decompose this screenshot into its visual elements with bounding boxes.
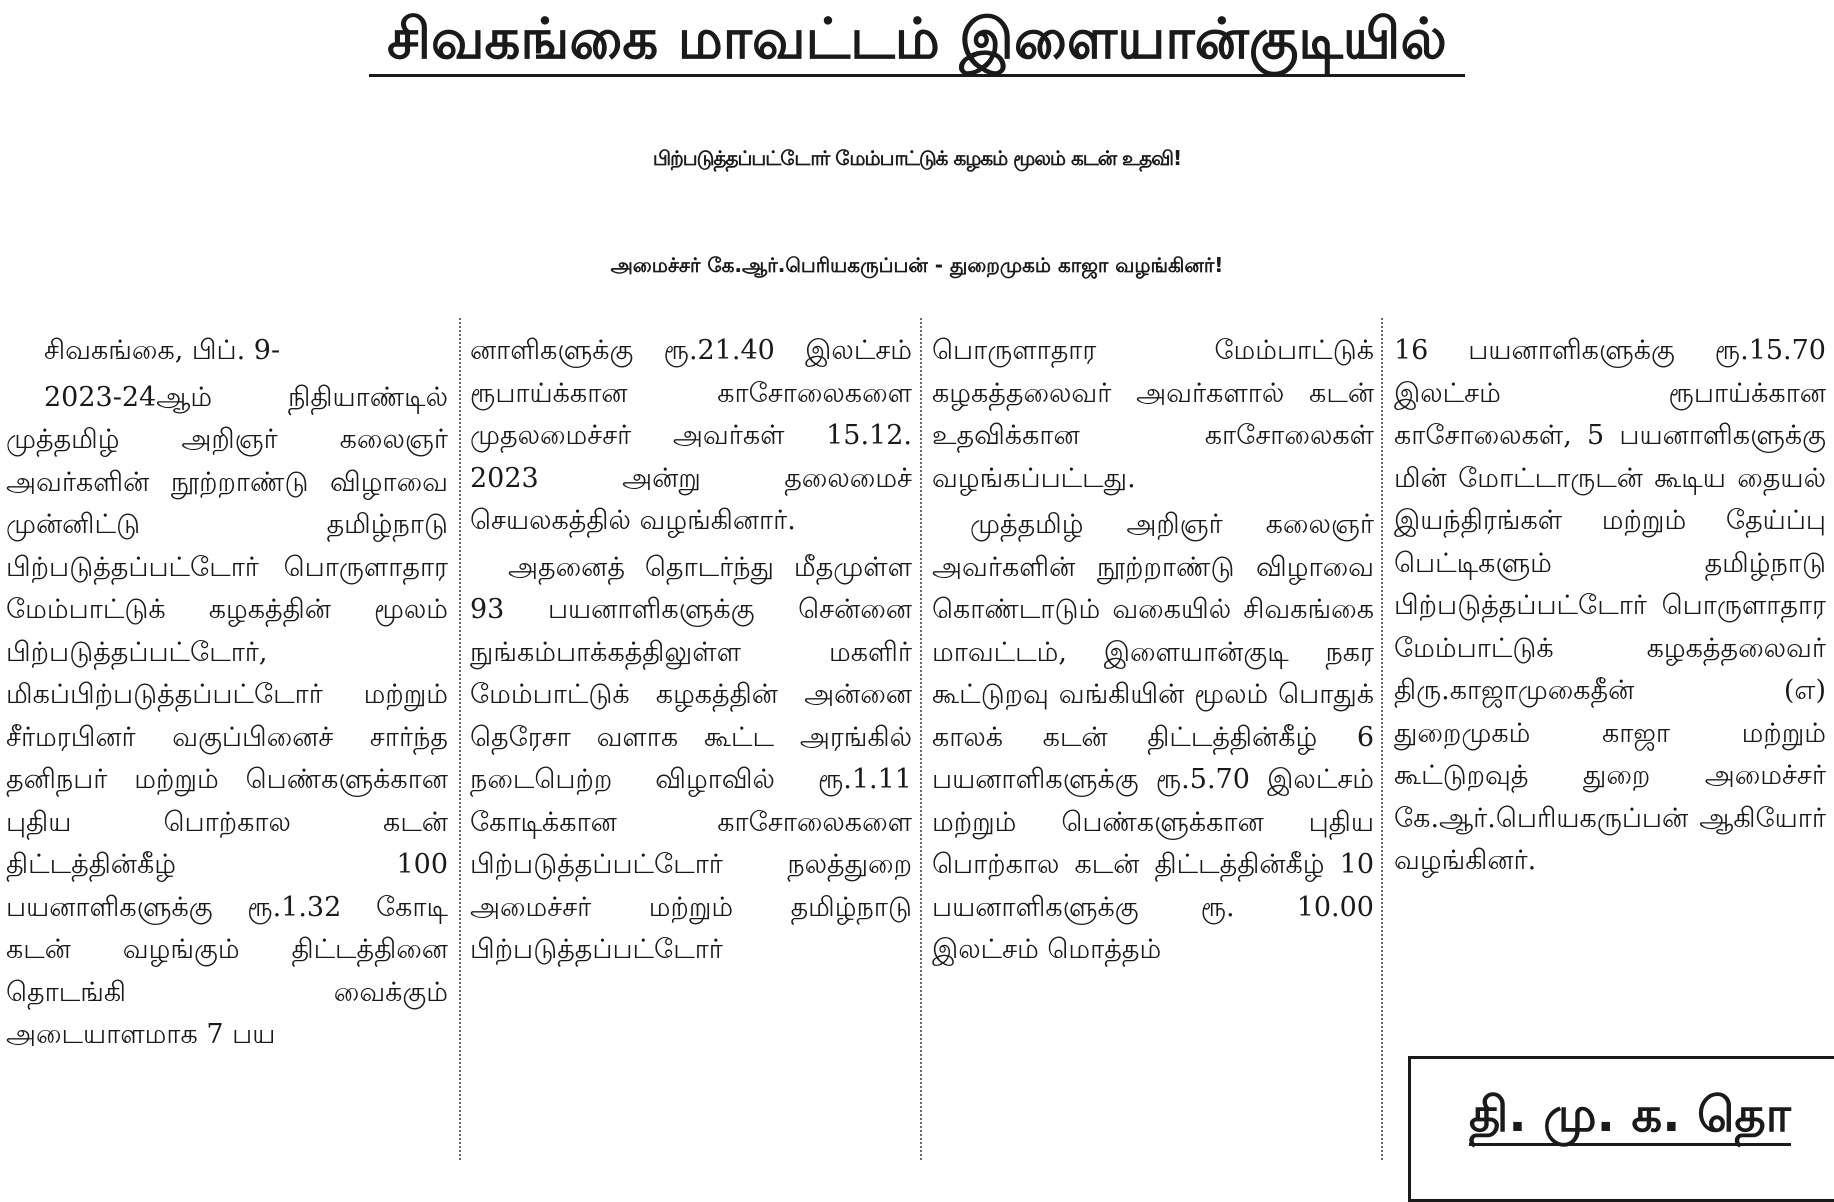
- next-story-title: தி. மு. க. தொ: [1469, 1087, 1791, 1146]
- paragraph: முத்தமிழ் அறிஞர் கலைஞர் அவர்களின் நூற்றாண்டு விழாவை கொண்டாடும் வகையில் சிவகங்கை மாவட்டம், இளையான்குடி நகர கூட்டுறவு வங்கியின் மூலம் பொதுக் காலக் கடன் திட்டத்தின்கீழ் 6 பயனாளிகளுக்கு ரூ.5.70 இலட்சம் மற்றும் பெண்களுக்கான புதிய பொற்கால கடன் திட்டத்தின்கீழ் 10 பயனாளிகளுக்கு ரூ. 10.00 இலட்சம் மொத்தம்: [932, 509, 1374, 965]
- paragraph: 2023-24ஆம் நிதியாண்டில் முத்தமிழ் அறிஞர் கலைஞர் அவர்களின் நூற்றாண்டு விழாவை முன்னிட்டு தமிழ்நாடு பிற்படுத்தப்பட்டோர் பொருளாதார மேம்பாட்டுக் கழகத்தின் மூலம் பிற்படுத்தப்பட்டோர், மிகப்பிற்படுத்தப்பட்டோர் மற்றும் சீர்மரபினர் வகுப்பினைச் சார்ந்த தனிநபர் மற்றும் பெண்களுக்கான புதிய பொற்கால கடன் திட்டத்தின்கீழ் 100 பயனாளிகளுக்கு ரூ.1.32 கோடி கடன் வழங்கும் திட்டத்தினை தொடங்கி வைக்கும் அடையாளமாக 7 பய: [6, 381, 448, 1050]
- kicker-heading: [0, 8, 1834, 72]
- article-column-3: [932, 330, 1374, 1160]
- column-divider: [1381, 318, 1384, 1160]
- subheadline: அமைச்சர் கே.ஆர்.பெரியகருப்பன் - துறைமுகம் காஜா வழங்கினர்!: [610, 253, 1224, 277]
- paragraph: னாளிகளுக்கு ரூ.21.40 இலட்சம் ரூபாய்க்கான காசோலைகளை முதலமைச்சர் அவர்கள் 15.12. 2023 அன்று தலைமைச் செயலகத்தில் வழங்கினார்.: [470, 335, 912, 536]
- headline: பிற்படுத்தப்பட்டோர் மேம்பாட்டுக் கழகம் மூலம் கடன் உதவி!: [652, 146, 1182, 170]
- column-divider: [920, 318, 923, 1160]
- article-column-4: [1394, 330, 1826, 1030]
- column-divider: [459, 318, 462, 1160]
- paragraph: பொருளாதார மேம்பாட்டுக் கழகத்தலைவர் அவர்களால் கடன் உதவிக்கான காசோலைகள் வழங்கப்பட்டது.: [932, 335, 1374, 494]
- paragraph: அதனைத் தொடர்ந்து மீதமுள்ள 93 பயனாளிகளுக்கு சென்னை நுங்கம்பாக்கத்திலுள்ள மகளிர் மேம்பாட்டுக் கழகத்தின் அன்னை தெரேசா வளாக கூட்ட அரங்கில் நடைபெற்ற விழாவில் ரூ.1.11 கோடிக்கான காசோலைகளை பிற்படுத்தப்பட்டோர் நலத்துறை அமைச்சர் மற்றும் தமிழ்நாடு பிற்படுத்தப்பட்டோர்: [470, 551, 912, 965]
- article-column-1: [6, 330, 448, 1160]
- article-column-2: [470, 330, 912, 1160]
- next-story-box: [1408, 1056, 1834, 1202]
- kicker-text: சிவகங்கை மாவட்டம் இளையான்குடியில்: [369, 7, 1465, 77]
- paragraph: 16 பயனாளிகளுக்கு ரூ.15.70 இலட்சம் ரூபாய்க்கான காசோலைகள், 5 பயனாளிகளுக்கு மின் மோட்டாருடன் கூடிய தையல் இயந்திரங்கள் மற்றும் தேய்ப்பு பெட்டிகளும் தமிழ்நாடு பிற்படுத்தப்பட்டோர் பொருளாதார மேம்பாட்டுக் கழகத்தலைவர் திரு.காஜாமுகைதீன் (எ) துறைமுகம் காஜா மற்றும் கூட்டுறவுத் துறை அமைச்சர் கே.ஆர்.பெரியகருப்பன் ஆகியோர் வழங்கினர்.: [1394, 335, 1826, 876]
- dateline: சிவகங்கை, பிப். 9-: [44, 335, 281, 366]
